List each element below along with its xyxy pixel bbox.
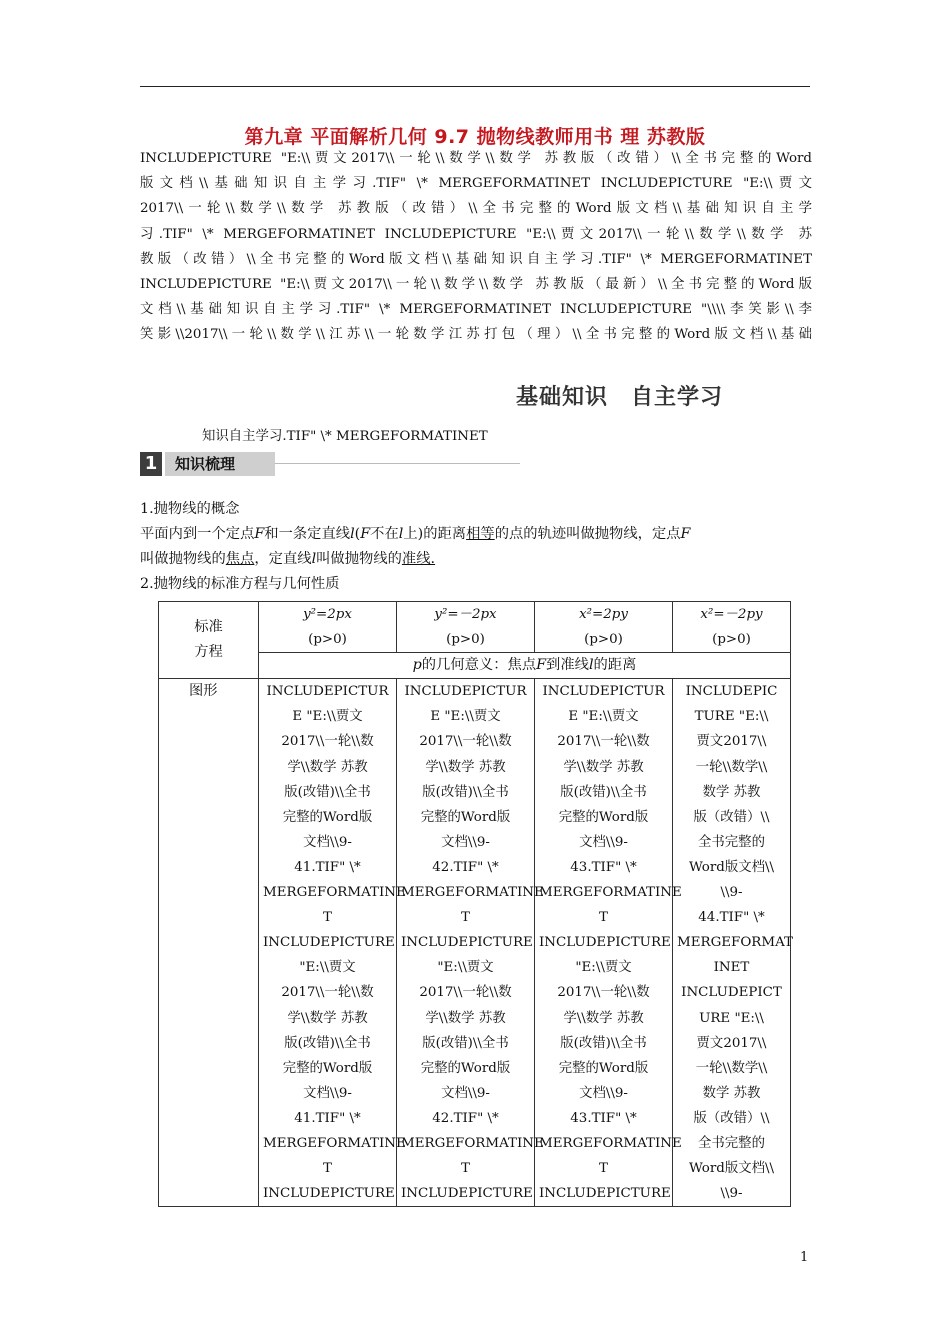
figure-field-line: 完整的Word版 bbox=[558, 809, 649, 825]
figure-field-line: MERGEFORMATINE bbox=[263, 885, 406, 901]
figure-field-line: INCLUDEPICTURE bbox=[401, 935, 533, 951]
equation: y²=－2px bbox=[434, 607, 497, 622]
section-banner: 基础知识 自主学习 bbox=[516, 385, 724, 410]
figure-field-line: T bbox=[323, 910, 332, 926]
figure-cell-2 bbox=[397, 679, 544, 1207]
blank-answer: 相等 bbox=[466, 526, 495, 542]
var-l: l bbox=[350, 526, 355, 542]
var-F: F bbox=[680, 526, 691, 542]
table-row bbox=[159, 602, 791, 653]
figure-field-line: 文档\\9- bbox=[441, 834, 490, 850]
text: 平面内到一个定点 bbox=[140, 526, 255, 542]
figure-field-line: 版(改错)\\全书 bbox=[560, 1035, 647, 1051]
row-label-equation: 标准 方程 bbox=[159, 602, 259, 679]
paragraph-concept-heading bbox=[140, 497, 812, 522]
var-l: l bbox=[398, 526, 404, 542]
p-meaning-cell bbox=[259, 653, 791, 679]
figure-field-line: "E:\\贾文 bbox=[575, 960, 632, 976]
equation-cell bbox=[259, 602, 397, 653]
figure-field-line: 文档\\9- bbox=[303, 1085, 352, 1101]
parabola-table bbox=[158, 601, 791, 1207]
figure-field-line: MERGEFORMATINE bbox=[401, 885, 544, 901]
figure-field-line: 42.TIF" \* bbox=[432, 1110, 499, 1126]
figure-field-line: "E:\\贾文 bbox=[299, 960, 356, 976]
figure-field-line: 2017\\一轮\\数 bbox=[281, 985, 374, 1001]
header-rule bbox=[140, 86, 810, 87]
heading-text: 2.抛物线的标准方程与几何性质 bbox=[140, 576, 340, 592]
figure-field-line: 43.TIF" \* bbox=[570, 1110, 637, 1126]
paragraph-concept bbox=[140, 522, 812, 547]
text: 到准线 bbox=[546, 657, 589, 674]
section-heading bbox=[140, 452, 520, 476]
figure-cell-1 bbox=[259, 679, 406, 1207]
var-l: l bbox=[311, 551, 317, 567]
condition: (p>0) bbox=[308, 632, 347, 648]
figure-field-line: INET bbox=[713, 960, 750, 976]
figure-field-line: 贾文2017\\ bbox=[696, 1035, 767, 1051]
section-label: 知识梳理 bbox=[165, 452, 275, 476]
figure-field-line: 完整的Word版 bbox=[420, 809, 511, 825]
figure-field-line: INCLUDEPICTUR bbox=[266, 684, 389, 700]
figure-field-line: 2017\\一轮\\数 bbox=[557, 734, 650, 750]
figure-field-line: 学\\数学 苏教 bbox=[425, 1010, 506, 1026]
figure-field-line: Word版文档\\ bbox=[688, 859, 775, 875]
field-line: 习.TIF" \* MERGEFORMATINET INCLUDEPICTURE "E:\\贾文2017\\一轮\\数学\\数学 苏 bbox=[140, 226, 812, 242]
paragraph-standard-heading bbox=[140, 572, 812, 597]
blank-answer: 焦点 bbox=[225, 551, 255, 567]
figure-field-line: 完整的Word版 bbox=[282, 1060, 373, 1076]
figure-field-line: 版(改错)\\全书 bbox=[422, 1035, 509, 1051]
figure-field-line: 全书完整的 bbox=[698, 1135, 765, 1151]
figure-field-line: 44.TIF" \* bbox=[698, 910, 765, 926]
text: 叫做抛物线的 bbox=[316, 551, 402, 567]
equation-cell bbox=[535, 602, 673, 653]
equation: y²=2px bbox=[303, 607, 352, 622]
figure-cell-3 bbox=[535, 679, 682, 1207]
figure-field-line: 43.TIF" \* bbox=[570, 859, 637, 875]
var-l: l bbox=[588, 657, 594, 674]
figure-field-line: INCLUDEPICTURE bbox=[401, 1186, 533, 1202]
equation-cell bbox=[397, 602, 535, 653]
section-number: 1 bbox=[140, 452, 162, 476]
figure-field-line: INCLUDEPICT bbox=[681, 985, 782, 1001]
figure-field-line: MERGEFORMATINE bbox=[401, 1135, 544, 1151]
figure-field-line: 数学 苏教 bbox=[702, 784, 761, 800]
field-line: 教版（改错）\\全书完整的Word版文档\\基础知识自主学习.TIF" \* MERGEFORMATINET bbox=[140, 251, 812, 267]
figure-field-line: 42.TIF" \* bbox=[432, 859, 499, 875]
field-line: INCLUDEPICTURE "E:\\贾文2017\\一轮\\数学\\数学 苏教版（最新）\\全书完整的Word版 bbox=[140, 277, 812, 293]
field-line: 文档\\基础知识自主学习.TIF" \* MERGEFORMATINET INCLUDEPICTURE "\\\\李笑影\\李 bbox=[140, 302, 812, 318]
equation-cell bbox=[673, 602, 791, 653]
figure-field-line: 版（改错）\\ bbox=[693, 1110, 770, 1126]
var-p: p bbox=[412, 657, 422, 674]
figure-field-line: MERGEFORMATINE bbox=[263, 1135, 406, 1151]
figure-field-line: 一轮\\数学\\ bbox=[695, 1060, 768, 1076]
figure-field-line: INCLUDEPICTURE bbox=[263, 935, 395, 951]
figure-field-line: 2017\\一轮\\数 bbox=[281, 734, 374, 750]
figure-field-line: INCLUDEPICTUR bbox=[542, 684, 665, 700]
field-line: INCLUDEPICTURE "E:\\贾文2017\\一轮\\数学\\数学 苏教版（改错）\\全书完整的Word bbox=[140, 151, 812, 166]
figure-field-line: 完整的Word版 bbox=[282, 809, 373, 825]
figure-field-line: 版(改错)\\全书 bbox=[284, 1035, 371, 1051]
page-number: 1 bbox=[800, 1250, 809, 1265]
figure-field-line: 学\\数学 苏教 bbox=[287, 759, 368, 775]
field-code-block bbox=[140, 146, 812, 348]
section-divider bbox=[275, 463, 520, 464]
figure-field-line: 文档\\9- bbox=[303, 834, 352, 850]
condition: (p>0) bbox=[446, 632, 485, 648]
figure-field-line: 版(改错)\\全书 bbox=[284, 784, 371, 800]
figure-field-line: 文档\\9- bbox=[579, 1085, 628, 1101]
condition: (p>0) bbox=[712, 632, 751, 648]
figure-field-line: T bbox=[323, 1161, 332, 1177]
text: 的几何意义：焦点 bbox=[421, 657, 537, 674]
figure-field-line: URE "E:\\ bbox=[699, 1010, 764, 1026]
figure-field-line: \\9- bbox=[720, 885, 743, 901]
figure-field-line: 41.TIF" \* bbox=[294, 1110, 361, 1126]
condition: (p>0) bbox=[584, 632, 623, 648]
blank-answer: 准线. bbox=[401, 551, 436, 567]
figure-field-line: 版（改错）\\ bbox=[693, 809, 770, 825]
figure-field-line: 版(改错)\\全书 bbox=[422, 784, 509, 800]
equation: x²=－2py bbox=[700, 607, 763, 622]
figure-field-line: T bbox=[599, 1161, 608, 1177]
field-code-tail: 知识自主学习.TIF" \* MERGEFORMATINET bbox=[202, 429, 488, 444]
figure-field-line: INCLUDEPICTURE bbox=[263, 1186, 395, 1202]
var-F: F bbox=[536, 657, 547, 674]
heading-text: 1.抛物线的概念 bbox=[140, 501, 240, 517]
figure-field-line: 学\\数学 苏教 bbox=[425, 759, 506, 775]
figure-field-line: 文档\\9- bbox=[441, 1085, 490, 1101]
figure-field-line: E "E:\\贾文 bbox=[292, 709, 363, 725]
figure-field-line: MERGEFORMATINE bbox=[539, 1135, 682, 1151]
figure-field-line: 完整的Word版 bbox=[558, 1060, 649, 1076]
figure-field-line: TURE "E:\\ bbox=[694, 709, 769, 725]
figure-field-line: \\9- bbox=[720, 1186, 743, 1202]
figure-field-line: E "E:\\贾文 bbox=[568, 709, 639, 725]
figure-field-line: INCLUDEPICTURE bbox=[539, 1186, 671, 1202]
figure-field-line: MERGEFORMAT bbox=[677, 935, 793, 951]
figure-field-line: T bbox=[461, 1161, 470, 1177]
text: 的点的轨迹叫做抛物线，定点 bbox=[494, 526, 681, 542]
figure-field-line: E "E:\\贾文 bbox=[430, 709, 501, 725]
figure-field-line: 版(改错)\\全书 bbox=[560, 784, 647, 800]
figure-field-line: "E:\\贾文 bbox=[437, 960, 494, 976]
figure-field-line: Word版文档\\ bbox=[688, 1161, 775, 1177]
figure-field-line: MERGEFORMATINE bbox=[539, 885, 682, 901]
figure-field-line: 全书完整的 bbox=[698, 834, 765, 850]
text: ( bbox=[354, 526, 361, 542]
figure-field-line: INCLUDEPIC bbox=[685, 684, 778, 700]
figure-field-line: 学\\数学 苏教 bbox=[563, 759, 644, 775]
figure-field-line: 数学 苏教 bbox=[702, 1085, 761, 1101]
table-row bbox=[159, 679, 791, 1207]
figure-field-line: 2017\\一轮\\数 bbox=[419, 985, 512, 1001]
field-line: 2017\\一轮\\数学\\数学 苏教版（改错）\\全书完整的Word版文档\\基础知识自主学 bbox=[140, 201, 812, 217]
figure-field-line: T bbox=[599, 910, 608, 926]
text: 上)的距离 bbox=[403, 526, 467, 542]
field-line: 版文档\\基础知识自主学习.TIF" \* MERGEFORMATINET INCLUDEPICTURE "E:\\贾文 bbox=[140, 176, 812, 192]
figure-field-line: 一轮\\数学\\ bbox=[695, 759, 768, 775]
figure-field-line: 贾文2017\\ bbox=[696, 734, 767, 750]
figure-field-line: INCLUDEPICTURE bbox=[539, 935, 671, 951]
var-F: F bbox=[254, 526, 265, 542]
figure-field-line: T bbox=[461, 910, 470, 926]
figure-field-line: 学\\数学 苏教 bbox=[287, 1010, 368, 1026]
text: ，定直线 bbox=[254, 551, 312, 567]
row-label-figure: 图形 bbox=[159, 679, 259, 1207]
figure-field-line: 学\\数学 苏教 bbox=[563, 1010, 644, 1026]
figure-field-line: 41.TIF" \* bbox=[294, 859, 361, 875]
text: 和一条定直线 bbox=[264, 526, 351, 542]
equation: x²=2py bbox=[579, 607, 628, 622]
var-F: F bbox=[360, 526, 371, 542]
figure-cell-4 bbox=[673, 679, 791, 1207]
text: 不在 bbox=[370, 526, 399, 542]
paragraph-concept-cont bbox=[140, 547, 812, 572]
figure-field-line: 完整的Word版 bbox=[420, 1060, 511, 1076]
figure-field-line: 2017\\一轮\\数 bbox=[419, 734, 512, 750]
field-line: 笑影\\2017\\一轮\\数学\\江苏\\一轮数学江苏打包（理）\\全书完整的Word版文档\\基础 bbox=[140, 327, 812, 343]
figure-field-line: INCLUDEPICTUR bbox=[404, 684, 527, 700]
figure-field-line: 文档\\9- bbox=[579, 834, 628, 850]
text: 的距离 bbox=[593, 657, 637, 674]
figure-field-line: 2017\\一轮\\数 bbox=[557, 985, 650, 1001]
text: 叫做抛物线的 bbox=[140, 551, 226, 567]
page-title: 第九章 平面解析几何 9.7 抛物线教师用书 理 苏教版 bbox=[244, 126, 706, 148]
